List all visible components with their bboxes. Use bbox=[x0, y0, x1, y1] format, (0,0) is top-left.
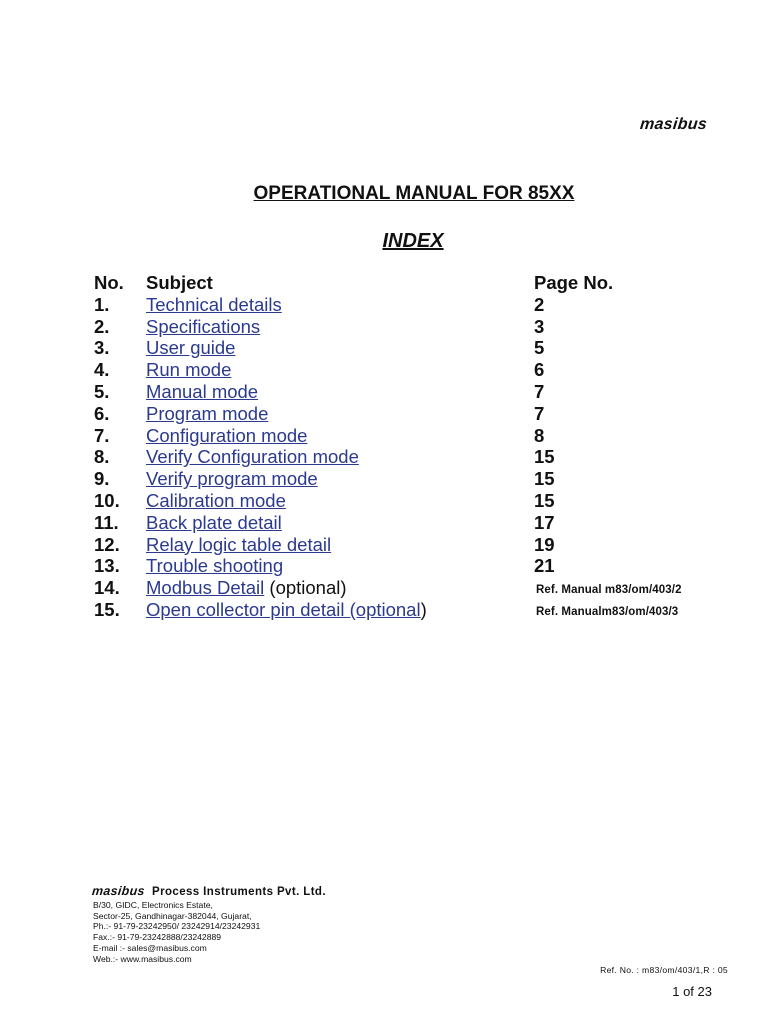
entry-link-calibration-mode[interactable]: Calibration mode bbox=[146, 489, 286, 511]
index-entry bbox=[94, 446, 734, 468]
entry-number: 13. bbox=[94, 555, 120, 577]
entry-page: 15 bbox=[534, 468, 555, 490]
entry-number: 15. bbox=[94, 598, 120, 620]
reference-number: Ref. No. : m83/om/403/1,R : 05 bbox=[600, 965, 728, 975]
entry-number: 1. bbox=[94, 293, 110, 315]
entry-page: 8 bbox=[534, 424, 545, 446]
index-entry bbox=[94, 403, 734, 425]
footer-company-name: Process Instruments Pvt. Ltd. bbox=[152, 886, 326, 898]
entry-page: 7 bbox=[534, 380, 545, 402]
entry-page: 5 bbox=[534, 337, 545, 359]
index-entry bbox=[94, 294, 734, 316]
entry-page: 19 bbox=[534, 533, 555, 555]
index-entry bbox=[94, 468, 734, 490]
entry-number: 2. bbox=[94, 315, 110, 337]
entry-link-open-collector-pin-detail[interactable]: Open collector pin detail (optional bbox=[146, 598, 421, 620]
address-line: Sector-25, Gandhinagar-382044, Gujarat, bbox=[93, 910, 252, 921]
entry-page: 6 bbox=[534, 359, 545, 381]
entry-link-run-mode[interactable]: Run mode bbox=[146, 359, 232, 381]
entry-link-verify-configuration-mode[interactable]: Verify Configuration mode bbox=[146, 446, 359, 468]
index-entry bbox=[94, 577, 734, 599]
phone-line: Ph.:- 91-79-23242950/ 23242914/23242931 bbox=[93, 921, 261, 932]
index-table bbox=[94, 272, 734, 621]
entry-page: 7 bbox=[534, 402, 545, 424]
entry-link-specifications[interactable]: Specifications bbox=[146, 315, 261, 337]
entry-number: 5. bbox=[94, 380, 110, 402]
entry-link-manual-mode[interactable]: Manual mode bbox=[146, 380, 259, 402]
entry-number: 3. bbox=[94, 337, 110, 359]
entry-link-technical-details[interactable]: Technical details bbox=[146, 293, 282, 315]
entry-link-relay-logic-table-detail[interactable]: Relay logic table detail bbox=[146, 533, 332, 555]
entry-link-user-guide[interactable]: User guide bbox=[146, 337, 236, 359]
entry-page: 2 bbox=[534, 293, 545, 315]
header-page: Page No. bbox=[534, 272, 614, 293]
entry-page: 3 bbox=[534, 315, 545, 337]
index-entry bbox=[94, 534, 734, 556]
entry-link-back-plate-detail[interactable]: Back plate detail bbox=[146, 511, 282, 533]
entry-number: 8. bbox=[94, 446, 110, 468]
index-entry bbox=[94, 337, 734, 359]
entry-link-trouble-shooting[interactable]: Trouble shooting bbox=[146, 555, 284, 577]
address-line: B/30, GIDC, Electronics Estate, bbox=[93, 900, 213, 910]
entry-link-verify-program-mode[interactable]: Verify program mode bbox=[146, 468, 318, 490]
fax-line: Fax.:- 91-79-23242888/23242889 bbox=[93, 932, 222, 943]
entry-suffix: ) bbox=[420, 598, 427, 620]
entry-page: 21 bbox=[534, 555, 555, 577]
entry-link-program-mode[interactable]: Program mode bbox=[146, 402, 269, 424]
entry-page-reference: Ref. Manual m83/om/403/2 bbox=[536, 584, 682, 597]
footer-company-line bbox=[92, 884, 326, 898]
index-entry bbox=[94, 316, 734, 338]
entry-number: 10. bbox=[94, 489, 120, 511]
entry-number: 7. bbox=[94, 424, 110, 446]
entry-page: 15 bbox=[534, 489, 555, 511]
entry-suffix: (optional) bbox=[264, 577, 347, 599]
entry-number: 14. bbox=[94, 577, 120, 599]
entry-link-modbus-detail[interactable]: Modbus Detail bbox=[146, 577, 265, 599]
web-line: Web.:- www.masibus.com bbox=[93, 953, 192, 964]
entry-number: 9. bbox=[94, 468, 110, 490]
index-entry bbox=[94, 555, 734, 577]
index-entry bbox=[94, 512, 734, 534]
page-number: 1 of 23 bbox=[672, 984, 712, 999]
entry-page: 15 bbox=[534, 446, 555, 468]
entry-number: 6. bbox=[94, 402, 110, 424]
email-line: E-mail :- sales@masibus.com bbox=[93, 942, 207, 953]
index-entry bbox=[94, 381, 734, 403]
index-entry bbox=[94, 490, 734, 512]
header-no: No. bbox=[94, 272, 124, 293]
index-header-row bbox=[94, 272, 734, 294]
footer-brand-logo: masibus bbox=[91, 884, 146, 898]
index-heading: INDEX bbox=[382, 230, 444, 252]
entry-page: 17 bbox=[534, 511, 555, 533]
entry-number: 4. bbox=[94, 359, 110, 381]
entry-number: 11. bbox=[94, 511, 119, 533]
index-entry bbox=[94, 599, 734, 621]
index-entry bbox=[94, 425, 734, 447]
entry-page-reference: Ref. Manualm83/om/403/3 bbox=[536, 605, 679, 618]
brand-logo: masibus bbox=[639, 116, 708, 133]
document-title: OPERATIONAL MANUAL FOR 85XX bbox=[253, 183, 575, 204]
index-entry bbox=[94, 359, 734, 381]
header-subject: Subject bbox=[146, 272, 213, 293]
entry-link-configuration-mode[interactable]: Configuration mode bbox=[146, 424, 308, 446]
entry-number: 12. bbox=[94, 533, 120, 555]
company-address bbox=[93, 900, 260, 964]
